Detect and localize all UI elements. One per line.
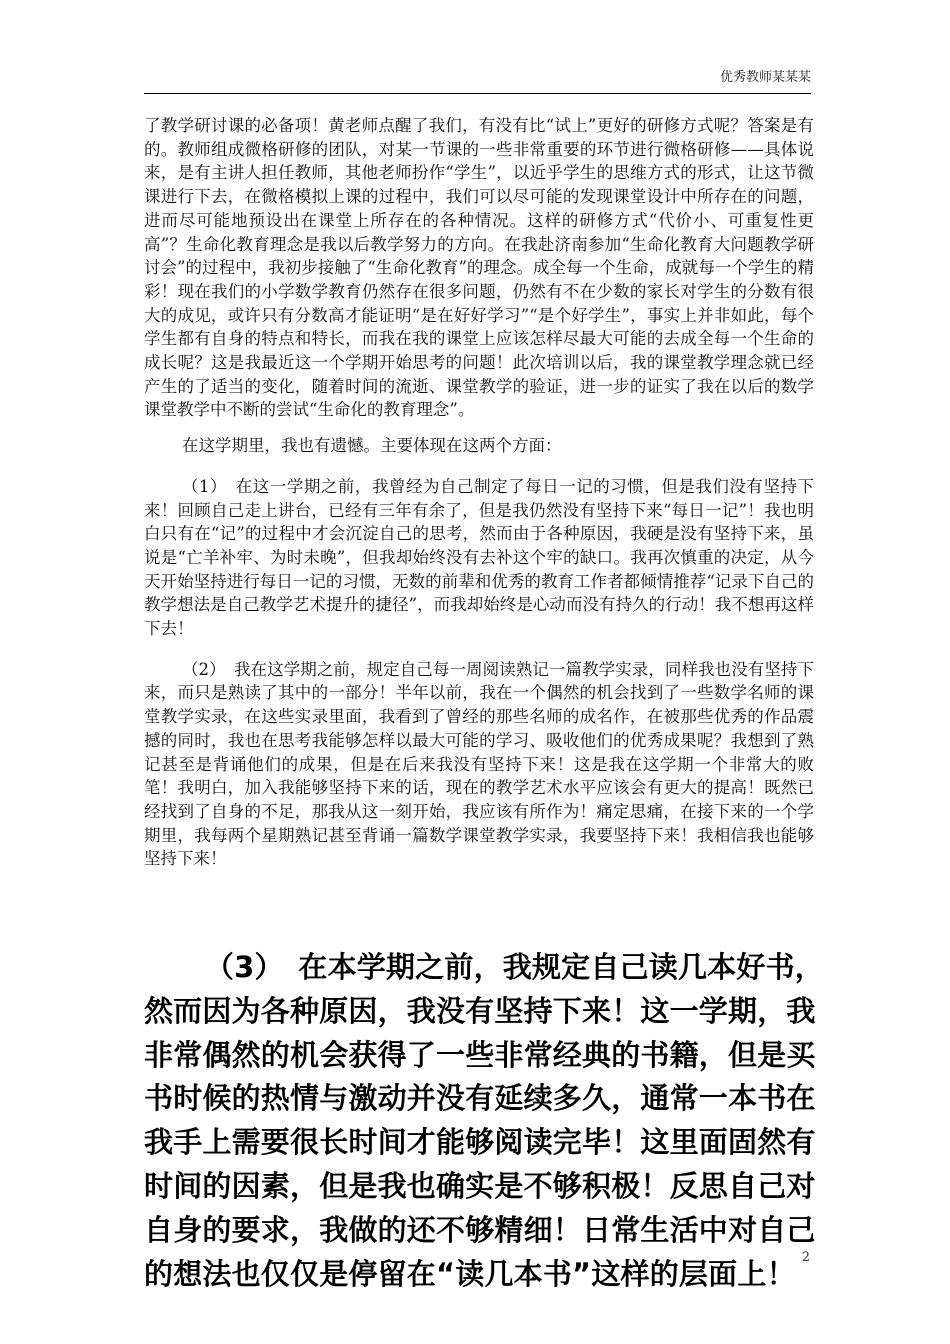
paragraph-2: 在这学期里，我也有遗憾。主要体现在这两个方面： (181, 436, 562, 456)
paragraph-1: 了教学研讨课的必备项！黄老师点醒了我们，有没有比“试上”更好的研修方式呢？答案是有的。教师组成微格研修的团队，对某一节课的一些非常重要的环节进行微格研修——具体说来，是有主讲人担任教师，其他老师扮作“学生”，以近乎学生的思维方式的形式，让这节微课进行下去，在微格模拟上课的过程中，我们可以尽可能的发现课堂设计中所存在的问题，进而尽可能地预设出在课堂上所存在的各种情况。这样的研修方式“代价小、可重复性更高”？生命化教育理念是我以后教学努力的方向。在我赴济南参加“生命化教育大问题教学研讨会”的过程中，我初步接触了“生命化教育”的理念。成全每一个生命，成就每一个学生的精彩！现在我们的小学数学教育仍然存在很多问题，仍然有不在少数的家长对学生的分数有很大的成见，或许只有分数高才能证明“是在好好学习”“是个好学生”，事实上并非如此，每个学生都有自身的特点和特长，而我在我的课堂上应该怎样尽最大可能的去成全每一个生命的成长呢？这是我最近这一个学期开始思考的问题！此次培训以后，我的课堂教学理念就已经产生的了适当的变化，随着时间的流逝、课堂教学的验证，进一步的证实了我在以后的数学课堂教学中不断的尝试“生命化的教育理念”。 (144, 116, 814, 420)
page-number: 2 (801, 1250, 810, 1265)
paragraph-3: （1） 在这一学期之前，我曾经为自己制定了每日一记的习惯，但是我们没有坚持下来！回顾自己走上讲台，已经有三年有余了，但是我仍然没有坚持下来“每日一记”！我也明白只有在“记”的过程中才会沉淀自己的思考，然而由于各种原因，我硬是没有坚持下来，虽说是“亡羊补牢、为时未晚”，但我却始终没有去补这个牢的缺口。我再次慎重的决定，从今天开始坚持进行每日一记的习惯，无数的前辈和优秀的教育工作者都倾情推荐“记录下自己的教学想法是自己教学艺术提升的捷径”，而我却始终是心动而没有持久的行动！我不想再这样下去！ (144, 476, 814, 639)
page-header: 优秀教师某某某 (144, 66, 811, 94)
large-bold-text (144, 946, 824, 1296)
paragraph-4: （2） 我在这学期之前，规定自己每一周阅读熟记一篇教学实录，同样我也没有坚持下来，而只是熟读了其中的一部分！半年以前，我在一个偶然的机会找到了一些数学名师的课堂教学实录，在这些实录里面，我看到了曾经的那些名师的成名作，在被那些优秀的作品震撼的同时，我也在思考我能够怎样以最大可能的学习、吸收他们的优秀成果呢？我想到了熟记甚至是背诵他们的成果，但是在后来我没有坚持下来！这是我在这学期一个非常大的败笔！我明白，加入我能够坚持下来的话，现在的教学艺术水平应该会有更大的提高！既然已经找到了自身的不足，那我从这一刻开始，我应该有所作为！痛定思痛，在接下来的一个学期里，我每两个星期熟记甚至背诵一篇数学课堂教学实录，我要坚持下来！我相信我也能够坚持下来！ (144, 659, 814, 869)
body-text (144, 114, 814, 871)
paragraph-5: （3） 在本学期之前，我规定自己读几本好书，然而因为各种原因，我没有坚持下来！这一学期，我非常偶然的机会获得了一些非常经典的书籍，但是买书时候的热情与激动并没有延续多久，通常一本书在我手上需要很长时间才能够阅读完毕！这里面固然有时间的因素，但是我也确实是不够积极！反思自己对自身的要求，我做的还不够精细！日常生活中对自己的想法也仅仅是停留在“读几本书”这样的层面上！ (144, 950, 824, 1291)
